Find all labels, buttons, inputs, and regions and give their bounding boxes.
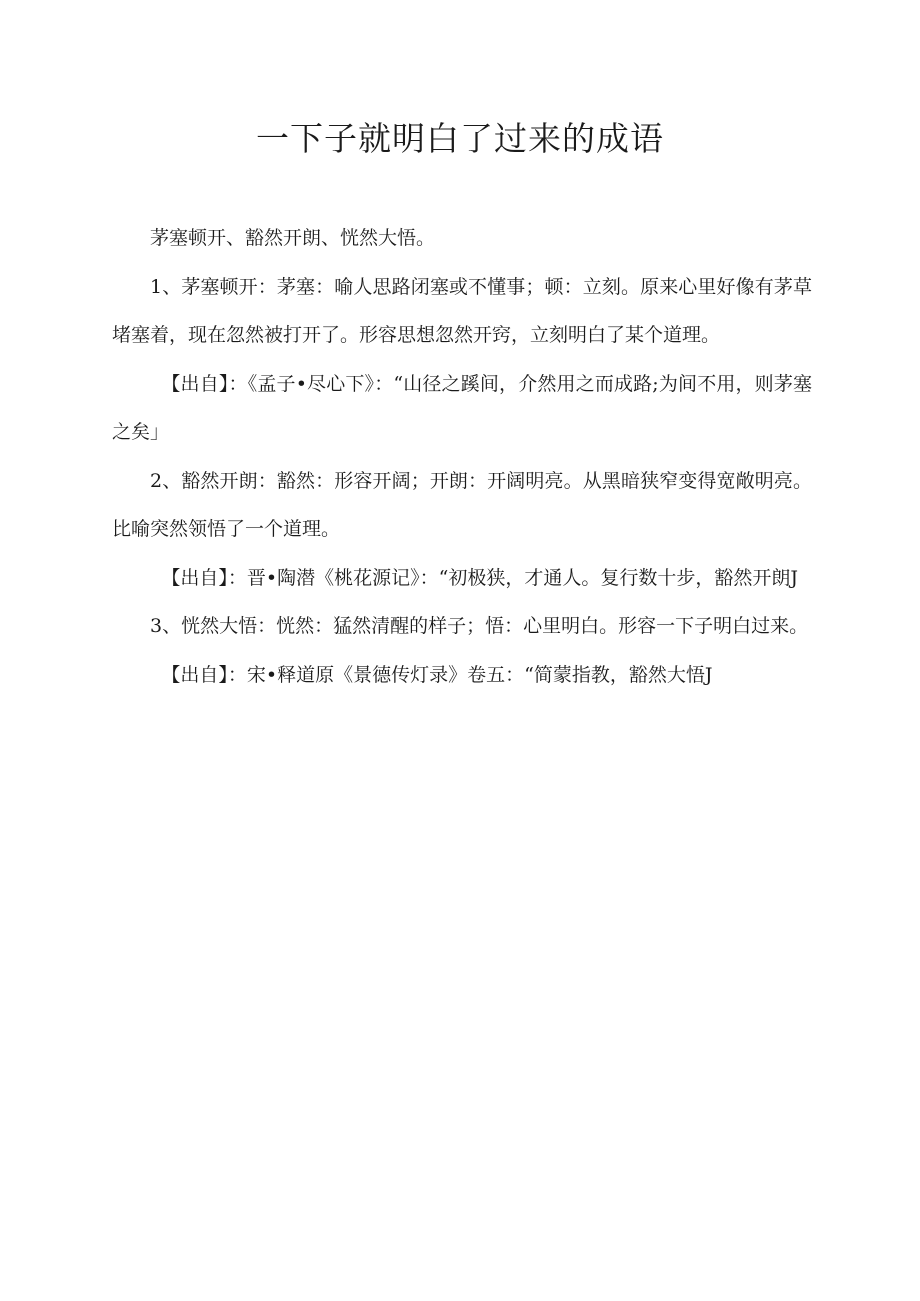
entry-3-definition: 3、恍然大悟：恍然：猛然清醒的样子；悟：心里明白。形容一下子明白过来。: [150, 615, 809, 637]
entry-1-source: [112, 360, 812, 457]
entry-2-definition: 2、豁然开朗：豁然：形容开阔；开朗：开阔明亮。从黑暗狭窄变得宽敞明亮。比喻突然领悟了一个道理。: [112, 469, 812, 540]
source-label: 【出自】: [161, 566, 228, 589]
page-title: 一下子就明白了过来的成语: [256, 119, 664, 158]
source-text: ：宋•释道原《景德传灯录》卷五：“简蒙指教，豁然大悟J: [227, 663, 713, 686]
source-label: 【出自】: [161, 663, 228, 686]
document-body: [112, 214, 812, 699]
source-label: 【出自】: [161, 372, 229, 395]
source-text: ：晋•陶潜《桃花源记》：“初极狭，才通人。复行数十步，豁然开朗J: [227, 566, 798, 589]
source-text: ：《孟子•尽心下》：“山径之蹊间，介然用之而成路;为间不用，则茅塞之矣」: [112, 372, 812, 443]
entry-3-source: [112, 651, 812, 700]
intro-paragraph: 茅塞顿开、豁然开朗、恍然大悟。: [150, 227, 436, 249]
entry-1-definition: 1、茅塞顿开：茅塞：喻人思路闭塞或不懂事；顿：立刻。原来心里好像有茅草堵塞着，现在忽然被打开了。形容思想忽然开窍，立刻明白了某个道理。: [112, 275, 812, 346]
entry-2-source: [112, 554, 812, 603]
